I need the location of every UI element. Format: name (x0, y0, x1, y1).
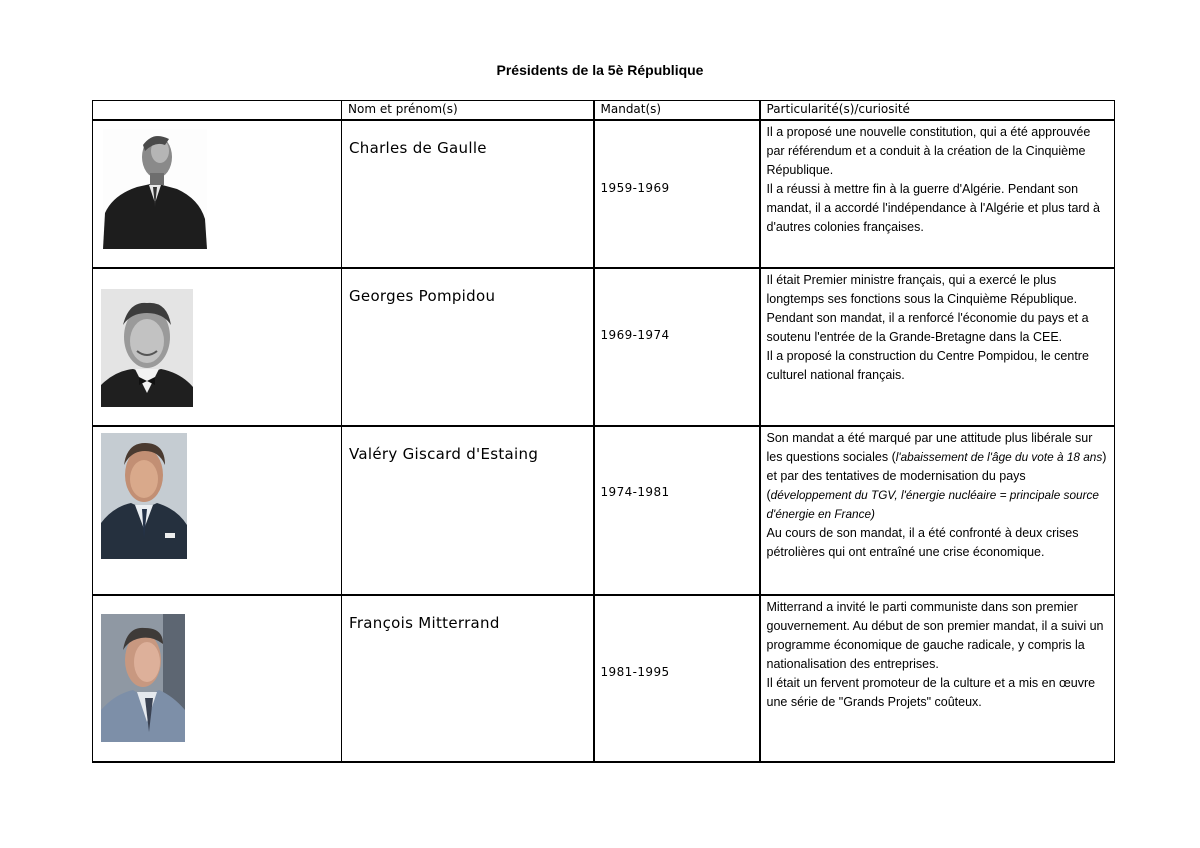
details-text (761, 596, 1115, 716)
mandat-years: 1959-1969 (600, 181, 670, 195)
photo-cell (93, 120, 342, 268)
page-title: Présidents de la 5è République (496, 62, 704, 78)
details-cell (760, 268, 1115, 426)
mandat-years: 1969-1974 (600, 328, 670, 342)
details-italic: l'abaissement de l'âge du vote à 18 ans (895, 450, 1103, 464)
name-cell (342, 268, 594, 426)
details-paragraph: Il était Premier ministre français, qui a exercé le plus longtemps ses fonctions sous la Cinquième République. Pendant son mandat, il a renforcé l'économie du pays et a soutenu l'entrée de la Grande-Bretagne dans la CEE. (766, 273, 1089, 344)
details-italic: développement du TGV, l'énergie nucléaire = principale source d'énergie en France) (766, 488, 1099, 521)
table-row (93, 595, 1115, 762)
details-cell (760, 595, 1115, 762)
details-paragraph: Il a proposé la construction du Centre Pompidou, le centre culturel national français. (766, 349, 1089, 382)
table-row (93, 268, 1115, 426)
mandat-years: 1981-1995 (600, 665, 670, 679)
mandat-cell (594, 595, 760, 762)
portrait-photo (103, 129, 207, 249)
details-cell (760, 120, 1115, 268)
details-text-segment: ) et par des tentatives de modernisation du pays ( (766, 450, 1107, 502)
mandat-cell (594, 426, 760, 595)
mandat-cell (594, 268, 760, 426)
name-cell (342, 595, 594, 762)
president-name: Valéry Giscard d'Estaing (349, 445, 539, 463)
details-paragraph: Il a réussi à mettre fin à la guerre d'Algérie. Pendant son mandat, il a accordé l'indépendance à l'Algérie et plus tard à d'autres colonies françaises. (766, 182, 1100, 234)
details-paragraph: Mitterrand a invité le parti communiste dans son premier gouvernement. Au début de son premier mandat, il a suivi un programme économique de gauche radicale, y compris la nationalisation des entreprises. (766, 600, 1104, 671)
details-paragraph: Au cours de son mandat, il a été confronté à deux crises pétrolières qui ont entraîné une crise économique. (766, 526, 1079, 559)
header-mandat: Mandat(s) (594, 101, 760, 121)
name-cell (342, 426, 594, 595)
portrait-photo (101, 614, 185, 742)
presidents-table (92, 100, 1115, 763)
details-text (761, 427, 1115, 566)
portrait-photo (101, 433, 187, 559)
president-name: François Mitterrand (349, 614, 500, 632)
photo-cell (93, 426, 342, 595)
details-paragraph: Il a proposé une nouvelle constitution, qui a été approuvée par référendum et a conduit à la création de la Cinquième République. (766, 125, 1091, 177)
details-text-segment: Son mandat a été marqué par une attitude plus libérale sur les questions sociales ( (766, 431, 1093, 464)
mandat-years: 1974-1981 (600, 485, 670, 499)
header-details: Particularité(s)/curiosité (760, 101, 1115, 121)
president-name: Georges Pompidou (349, 287, 496, 305)
table-row (93, 426, 1115, 595)
table-header-row (93, 101, 1115, 121)
name-cell (342, 120, 594, 268)
details-text (761, 121, 1115, 241)
details-text (761, 269, 1115, 389)
president-name: Charles de Gaulle (349, 139, 487, 157)
photo-cell (93, 595, 342, 762)
mandat-cell (594, 120, 760, 268)
header-name: Nom et prénom(s) (342, 101, 594, 121)
details-paragraph (767, 429, 1109, 524)
details-paragraph: Il était un fervent promoteur de la culture et a mis en œuvre une série de "Grands Projets" coûteux. (766, 676, 1096, 709)
table-row (93, 120, 1115, 268)
photo-cell (93, 268, 342, 426)
header-photo (93, 101, 342, 121)
portrait-photo (101, 289, 193, 407)
details-cell (760, 426, 1115, 595)
